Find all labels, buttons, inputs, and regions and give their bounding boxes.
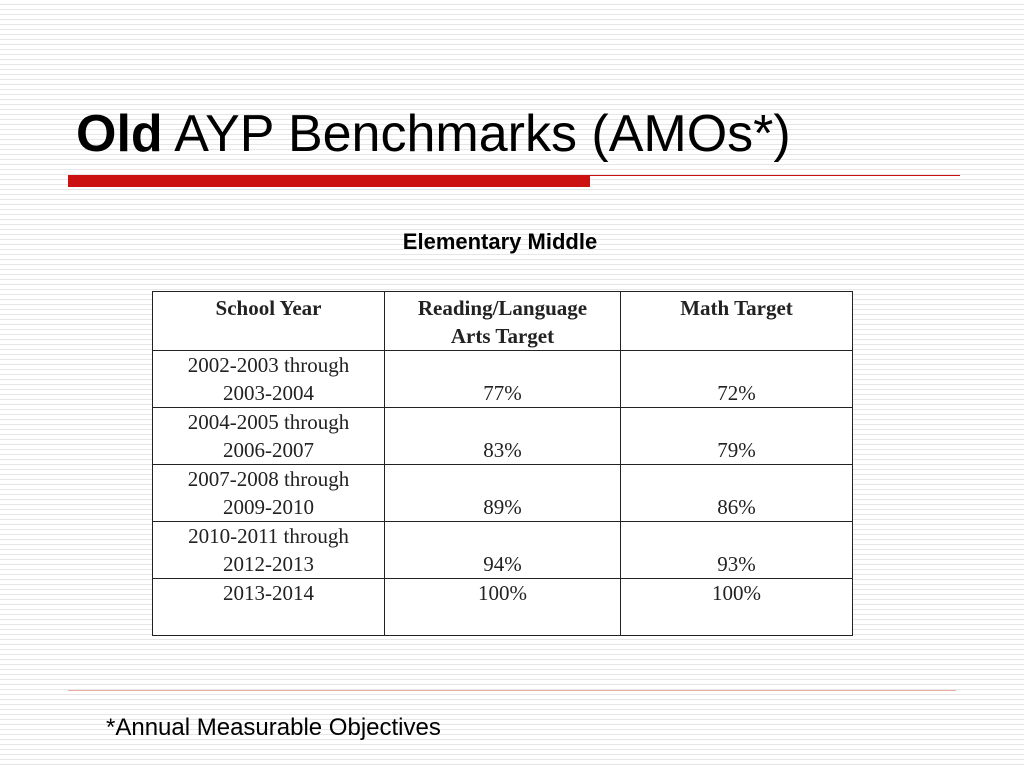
cell-school-year [153,351,385,408]
footnote: *Annual Measurable Objectives [106,714,441,741]
title-underline-red [68,175,590,187]
table-row [153,351,853,408]
year-line2: 2009-2010 [223,495,314,519]
year-line1: 2010-2011 through [188,524,349,548]
cell-math-target: 93% [621,522,853,579]
cell-math-target: 100% [621,579,853,636]
year-line1: 2002-2003 through [187,353,350,377]
cell-school-year [153,465,385,522]
header-school-year: School Year [153,292,385,351]
cell-reading-target: 100% [385,579,621,636]
cell-reading-target: 94% [385,522,621,579]
table-row [153,465,853,522]
cell-reading-target: 77% [385,351,621,408]
header-reading-line2: Arts Target [450,324,555,348]
year-line1: 2007-2008 through [187,467,350,491]
table-header-row [153,292,853,351]
year-line2: 2012-2013 [223,552,314,576]
year-line1: 2013-2014 [223,581,314,605]
cell-math-target: 79% [621,408,853,465]
header-reading-line1: Reading/Language [417,296,588,320]
table-row [153,579,853,636]
slide-title-bold: Old [76,105,163,163]
slide-title [76,100,791,168]
amo-table [152,291,853,636]
cell-school-year [153,408,385,465]
year-line2: 2006-2007 [223,438,314,462]
slide-title-rest: AYP Benchmarks (AMOs*) [162,105,791,163]
header-math-target: Math Target [621,292,853,351]
cell-reading-target: 89% [385,465,621,522]
cell-school-year [153,522,385,579]
table-row [153,522,853,579]
title-underline-thin [590,175,960,176]
cell-math-target: 72% [621,351,853,408]
header-reading-target [385,292,621,351]
year-line2: 2003-2004 [223,381,314,405]
amo-table-container [152,291,852,636]
year-line1: 2004-2005 through [187,410,350,434]
cell-math-target: 86% [621,465,853,522]
footer-divider [68,690,956,691]
cell-reading-target: 83% [385,408,621,465]
table-heading: Elementary Middle [402,229,598,254]
table-row [153,408,853,465]
cell-school-year [153,579,385,636]
